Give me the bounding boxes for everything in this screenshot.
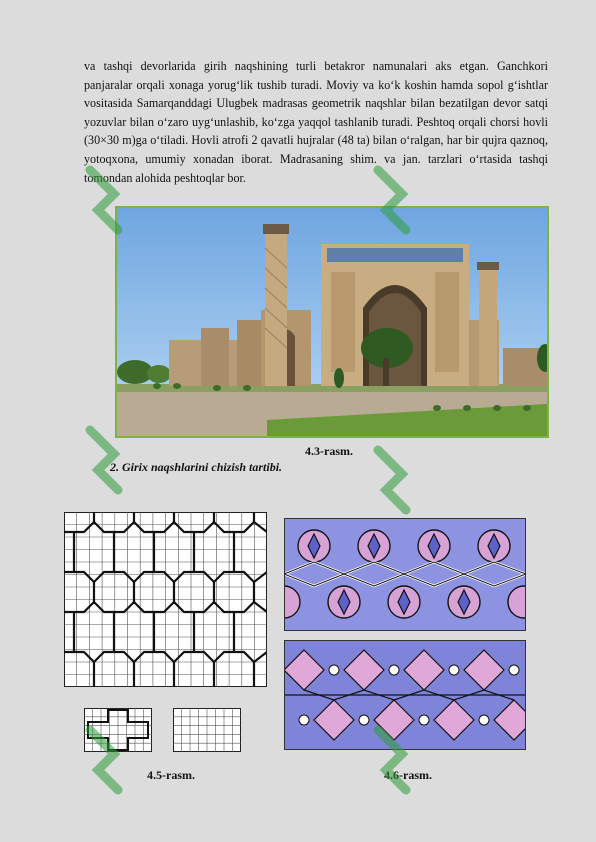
madrasa-photo bbox=[115, 206, 549, 438]
figure-caption-4-6: 4.6-rasm. bbox=[384, 768, 432, 782]
figure-caption-4-3: 4.3-rasm. bbox=[305, 444, 353, 458]
girih-grid-drawing bbox=[64, 512, 267, 687]
madrasa-illustration bbox=[117, 208, 547, 436]
watermark-icon bbox=[372, 440, 412, 520]
section-subheading: 2. Girix naqshlarini chizish tartibi. bbox=[110, 460, 283, 474]
empty-grid bbox=[173, 708, 241, 752]
girih-tile-pattern-1 bbox=[284, 518, 526, 631]
figure-caption-4-5: 4.5-rasm. bbox=[147, 768, 195, 782]
body-paragraph: va tashqi devorlarida girih naqshining turli betakror namunalari aks etgan. Ganchkori panjaralar orqali xonaga yorug‘lik tushib turadi. Moviy va ko‘k koshin hamda sopol g‘ishtlar vositasida Samarqanddagi Ulugbek madrasas geometrik naqshlar bilan bezatilgan devor satqi yozuvlar bilan o‘zaro uyg‘unlashib, ko‘zga yaqqol tashlanib turadi. Peshtoq orqali chorsi hovli (30×30 m)ga o‘tiladi. Hovli atrofi 2 qavatli hujralar (48 ta) bilan o‘ralgan, har bir qujra qaznoq, yotoqxona, umumiy xonadan iborat. Madrasaning shim. va jan. tarzlari o‘rtasida tashqi tomondan alohida peshtoqlar bor. bbox=[84, 59, 548, 185]
girih-tile-pattern-2 bbox=[284, 640, 526, 750]
cross-shape-grid bbox=[84, 708, 152, 752]
